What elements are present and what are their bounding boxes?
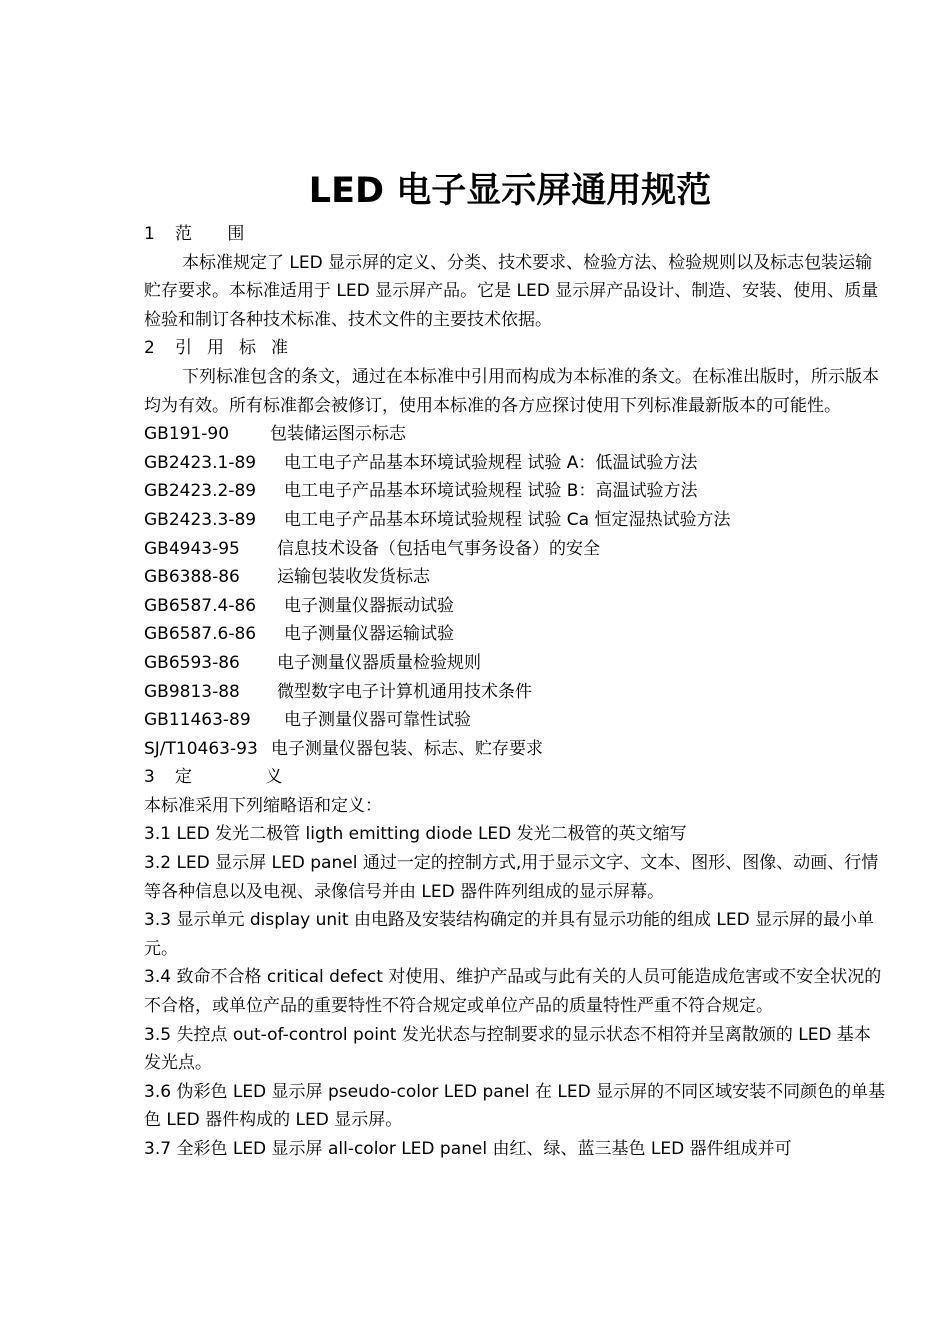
definition-item: 3.2 LED 显示屏 LED panel 通过一定的控制方式,用于显示文字、文本、图形、图像、动画、行情等各种信息以及电视、录像信号并由 LED 器件阵列组成的显示屏幕。: [144, 853, 879, 902]
section-number: 2: [144, 338, 155, 359]
section-title: 定 义: [175, 767, 317, 788]
definition-item: 3.1 LED 发光二极管 ligth emitting diode LED 发光二极管的英文缩写: [144, 824, 687, 845]
standard-code: GB2423.2-89: [144, 481, 257, 502]
reference-item: [144, 563, 886, 592]
reference-item: [144, 649, 886, 678]
reference-item: [144, 706, 886, 735]
reference-item: [144, 735, 886, 764]
standard-code: GB2423.1-89: [144, 452, 257, 473]
standard-name: 电工电子产品基本环境试验规程 试验 A：低温试验方法: [284, 452, 698, 473]
section-3-heading: [144, 763, 886, 792]
standard-name: 电子测量仪器振动试验: [284, 595, 454, 616]
reference-item: [144, 477, 886, 506]
document-title: LED 电子显示屏通用规范: [308, 171, 712, 211]
standard-code: GB191-90: [144, 424, 230, 445]
standard-code: GB9813-88: [144, 681, 240, 702]
definition-list: [144, 820, 886, 1163]
standard-name: 信息技术设备（包括电气事务设备）的安全: [277, 538, 600, 559]
reference-item: [144, 592, 886, 621]
standard-name: 微型数字电子计算机通用技术条件: [277, 681, 532, 702]
definition-item: 3.3 显示单元 display unit 由电路及安装结构确定的并具有显示功能的组成 LED 显示屏的最小单元。: [144, 910, 875, 959]
section-2-heading: [144, 334, 886, 363]
standard-code: GB6587.4-86: [144, 595, 257, 616]
reference-item: [144, 535, 886, 564]
standard-name: 电工电子产品基本环境试验规程 试验 Ca 恒定湿热试验方法: [284, 509, 731, 530]
section-number: 3: [144, 767, 155, 788]
standard-name: 电子测量仪器包装、标志、贮存要求: [271, 738, 543, 759]
reference-item: [144, 620, 886, 649]
standard-name: 电工电子产品基本环境试验规程 试验 B：高温试验方法: [284, 481, 698, 502]
standard-code: GB4943-95: [144, 538, 240, 559]
standard-name: 电子测量仪器质量检验规则: [277, 652, 481, 673]
section-3-intro: 本标准采用下列缩略语和定义：: [144, 795, 382, 816]
standard-name: 电子测量仪器运输试验: [284, 624, 454, 645]
standard-code: GB11463-89: [144, 710, 251, 731]
reference-item: [144, 420, 886, 449]
standard-name: 运输包装收发货标志: [277, 567, 430, 588]
definition-item: 3.7 全彩色 LED 显示屏 all-color LED panel 由红、绿、蓝三基色 LED 器件组成并可: [144, 1139, 792, 1159]
section-number: 1: [144, 224, 155, 244]
section-1-heading: [144, 220, 886, 249]
definition-item: 3.5 失控点 out-of-control point 发光状态与控制要求的显示状态不相符并呈离散颁的 LED 基本发光点。: [144, 1024, 871, 1074]
section-2-paragraph: 下列标准包含的条文，通过在本标准中引用而构成为本标准的条文。在标准出版时，所示版本均为有效。所有标准都会被修订，使用本标准的各方应探讨使用下列标准最新版本的可能性。: [144, 366, 879, 416]
reference-item: [144, 449, 886, 478]
standard-code: SJ/T10463-93: [144, 738, 258, 759]
standard-name: 包装储运图示标志: [270, 424, 406, 445]
standard-code: GB2423.3-89: [144, 509, 257, 530]
standard-code: GB6593-86: [144, 652, 240, 673]
section-1-paragraph: 本标准规定了 LED 显示屏的定义、分类、技术要求、检验方法、检验规则以及标志包装运输贮存要求。本标准适用于 LED 显示屏产品。它是 LED 显示屏产品设计、制造、安装、使用、质量检验和制订各种技术标准、技术文件的主要技术依据。: [144, 252, 879, 330]
standard-name: 电子测量仪器可靠性试验: [284, 710, 471, 731]
reference-list: [144, 420, 886, 763]
document-body: [144, 220, 886, 1164]
definition-item: 3.6 伪彩色 LED 显示屏 pseudo-color LED panel 在 LED 显示屏的不同区域安装不同颜色的单基色 LED 器件构成的 LED 显示屏。: [144, 1081, 886, 1131]
standard-code: GB6388-86: [144, 567, 240, 588]
reference-item: [144, 678, 886, 707]
definition-item: 3.4 致命不合格 critical defect 对使用、维护产品或与此有关的人员可能造成危害或不安全状况的不合格，或单位产品的重要特性不符合规定或单位产品的质量特性严重不符合规定。: [144, 967, 882, 1017]
standard-code: GB6587.6-86: [144, 624, 257, 645]
reference-item: [144, 506, 886, 535]
section-title: 范 围: [175, 224, 260, 244]
section-title: 引用标准: [175, 338, 303, 359]
